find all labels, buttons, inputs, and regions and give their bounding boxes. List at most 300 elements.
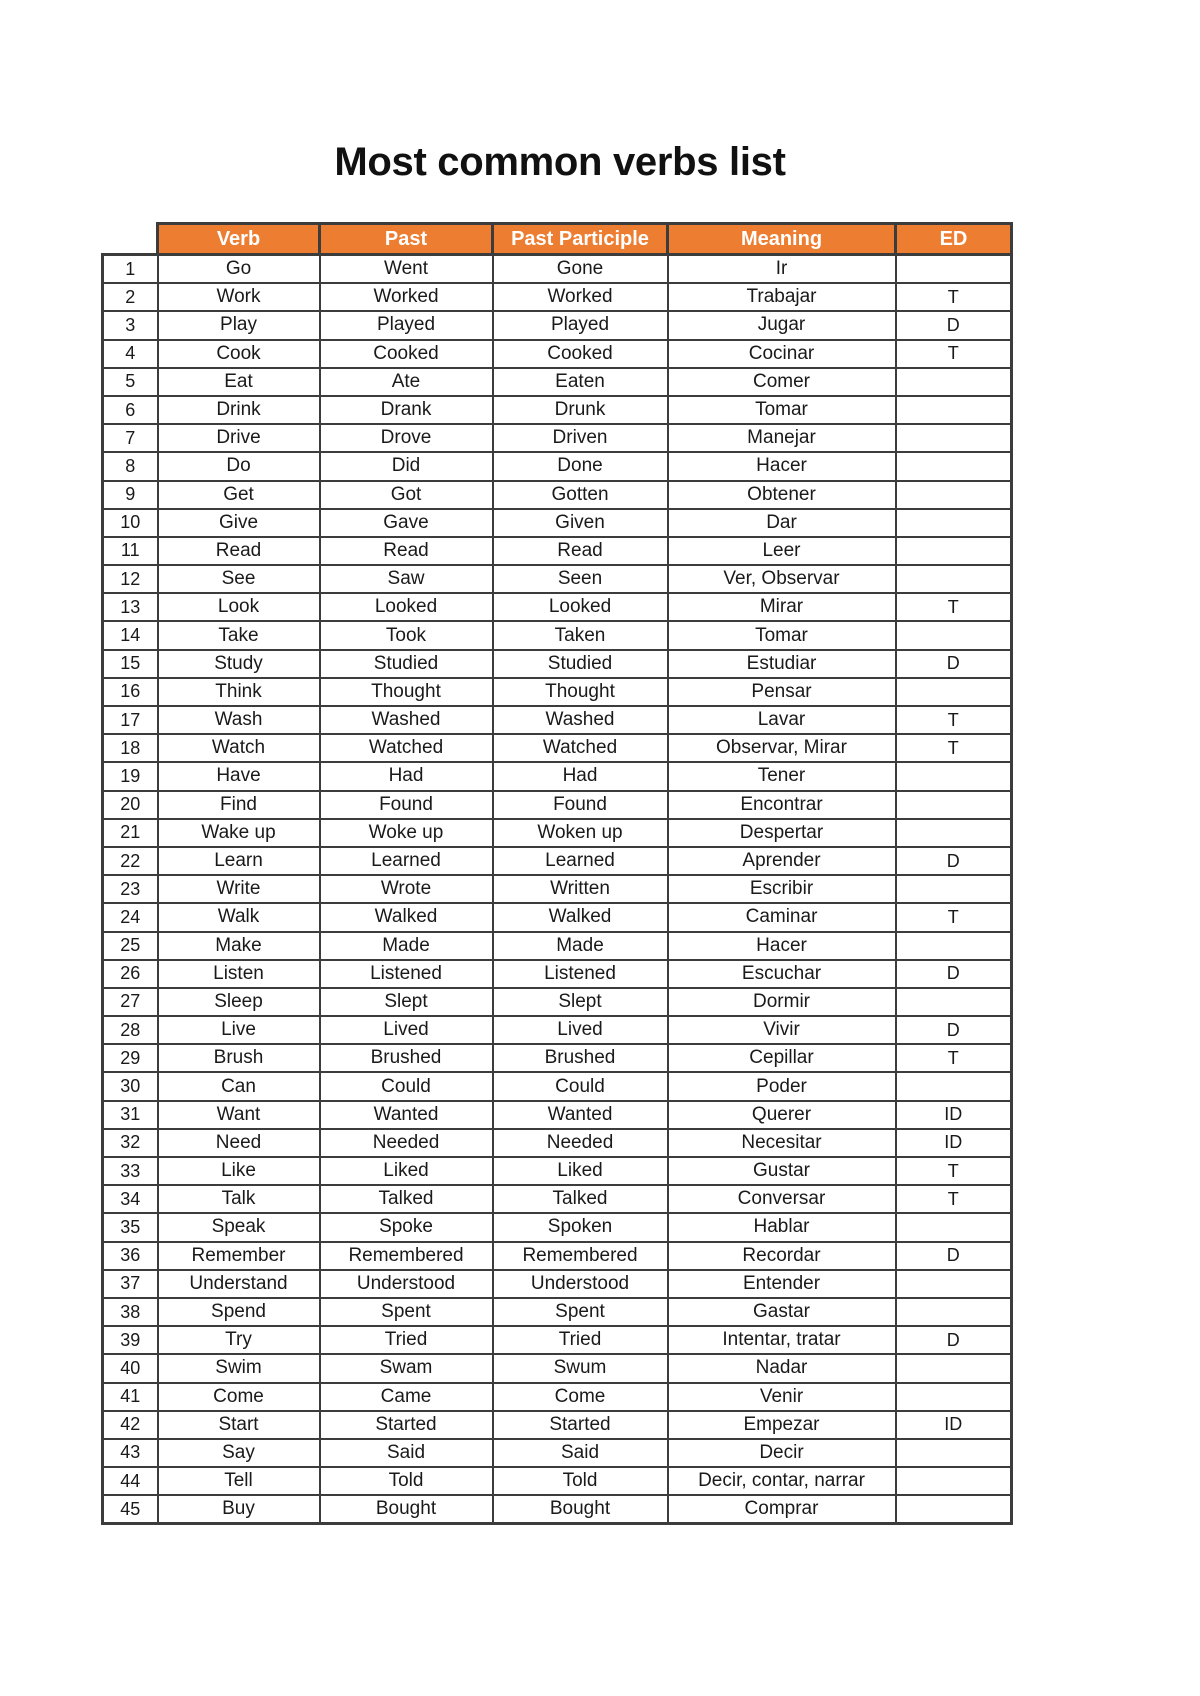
past-cell: Talked — [320, 1185, 493, 1213]
ed-cell: T — [896, 706, 1012, 734]
meaning-cell: Nadar — [668, 1354, 896, 1382]
row-number: 21 — [103, 819, 158, 847]
verb-cell: Think — [158, 678, 320, 706]
meaning-cell: Encontrar — [668, 791, 896, 819]
meaning-cell: Despertar — [668, 819, 896, 847]
table-row — [103, 819, 1012, 847]
past-cell: Brushed — [320, 1044, 493, 1072]
past-participle-cell: Come — [493, 1383, 668, 1411]
verb-cell: Listen — [158, 960, 320, 988]
past-participle-cell: Gotten — [493, 481, 668, 509]
ed-cell: T — [896, 1044, 1012, 1072]
table-row — [103, 621, 1012, 649]
meaning-cell: Gastar — [668, 1298, 896, 1326]
table-row — [103, 1270, 1012, 1298]
meaning-cell: Ver, Observar — [668, 565, 896, 593]
past-cell: Watched — [320, 734, 493, 762]
verb-cell: Brush — [158, 1044, 320, 1072]
row-number: 11 — [103, 537, 158, 565]
past-cell: Woke up — [320, 819, 493, 847]
past-cell: Took — [320, 621, 493, 649]
past-participle-cell: Swum — [493, 1354, 668, 1382]
past-cell: Had — [320, 762, 493, 790]
table-row — [103, 1016, 1012, 1044]
table-row — [103, 1383, 1012, 1411]
ed-cell — [896, 1213, 1012, 1241]
verb-cell: Buy — [158, 1495, 320, 1524]
ed-cell — [896, 255, 1012, 284]
meaning-cell: Tener — [668, 762, 896, 790]
past-cell: Worked — [320, 283, 493, 311]
meaning-cell: Conversar — [668, 1185, 896, 1213]
ed-cell — [896, 875, 1012, 903]
row-number: 20 — [103, 791, 158, 819]
table-row — [103, 283, 1012, 311]
meaning-cell: Hacer — [668, 932, 896, 960]
meaning-cell: Ir — [668, 255, 896, 284]
ed-cell: T — [896, 340, 1012, 368]
ed-cell — [896, 452, 1012, 480]
verb-cell: Like — [158, 1157, 320, 1185]
past-cell: Thought — [320, 678, 493, 706]
table-row — [103, 1157, 1012, 1185]
ed-cell: D — [896, 960, 1012, 988]
header-past: Past — [320, 224, 493, 255]
verb-cell: Drink — [158, 396, 320, 424]
meaning-cell: Escribir — [668, 875, 896, 903]
ed-cell: T — [896, 1157, 1012, 1185]
row-number: 13 — [103, 593, 158, 621]
verb-cell: Live — [158, 1016, 320, 1044]
past-participle-cell: Wanted — [493, 1101, 668, 1129]
ed-cell — [896, 1072, 1012, 1100]
ed-cell — [896, 368, 1012, 396]
row-number: 1 — [103, 255, 158, 284]
table-row — [103, 762, 1012, 790]
table-row — [103, 424, 1012, 452]
table-row — [103, 791, 1012, 819]
past-cell: Bought — [320, 1495, 493, 1524]
ed-cell — [896, 565, 1012, 593]
meaning-cell: Poder — [668, 1072, 896, 1100]
verb-cell: Tell — [158, 1467, 320, 1495]
table-row — [103, 481, 1012, 509]
verb-cell: Speak — [158, 1213, 320, 1241]
past-participle-cell: Worked — [493, 283, 668, 311]
row-number: 18 — [103, 734, 158, 762]
past-participle-cell: Washed — [493, 706, 668, 734]
past-participle-cell: Lived — [493, 1016, 668, 1044]
meaning-cell: Tomar — [668, 621, 896, 649]
past-participle-cell: Spoken — [493, 1213, 668, 1241]
ed-cell: D — [896, 1016, 1012, 1044]
meaning-cell: Obtener — [668, 481, 896, 509]
meaning-cell: Querer — [668, 1101, 896, 1129]
row-number: 31 — [103, 1101, 158, 1129]
past-cell: Drank — [320, 396, 493, 424]
past-participle-cell: Tried — [493, 1326, 668, 1354]
past-participle-cell: Drunk — [493, 396, 668, 424]
table-row — [103, 396, 1012, 424]
header-corner-cell — [103, 224, 158, 255]
row-number: 7 — [103, 424, 158, 452]
meaning-cell: Dar — [668, 509, 896, 537]
past-participle-cell: Driven — [493, 424, 668, 452]
row-number: 3 — [103, 311, 158, 339]
row-number: 41 — [103, 1383, 158, 1411]
verbs-table — [101, 222, 1013, 1525]
meaning-cell: Jugar — [668, 311, 896, 339]
verb-cell: Want — [158, 1101, 320, 1129]
past-participle-cell: Seen — [493, 565, 668, 593]
ed-cell: T — [896, 283, 1012, 311]
row-number: 29 — [103, 1044, 158, 1072]
ed-cell: D — [896, 650, 1012, 678]
meaning-cell: Escuchar — [668, 960, 896, 988]
meaning-cell: Dormir — [668, 988, 896, 1016]
verb-cell: Spend — [158, 1298, 320, 1326]
table-row — [103, 593, 1012, 621]
row-number: 27 — [103, 988, 158, 1016]
meaning-cell: Estudiar — [668, 650, 896, 678]
past-participle-cell: Bought — [493, 1495, 668, 1524]
meaning-cell: Intentar, tratar — [668, 1326, 896, 1354]
row-number: 14 — [103, 621, 158, 649]
row-number: 32 — [103, 1129, 158, 1157]
table-row — [103, 847, 1012, 875]
row-number: 28 — [103, 1016, 158, 1044]
ed-cell: T — [896, 734, 1012, 762]
meaning-cell: Cepillar — [668, 1044, 896, 1072]
table-row — [103, 1242, 1012, 1270]
ed-cell: T — [896, 593, 1012, 621]
past-participle-cell: Taken — [493, 621, 668, 649]
past-cell: Needed — [320, 1129, 493, 1157]
verb-cell: Start — [158, 1411, 320, 1439]
table-row — [103, 1495, 1012, 1524]
row-number: 22 — [103, 847, 158, 875]
past-cell: Read — [320, 537, 493, 565]
verb-cell: Do — [158, 452, 320, 480]
row-number: 30 — [103, 1072, 158, 1100]
verb-cell: Read — [158, 537, 320, 565]
past-cell: Spent — [320, 1298, 493, 1326]
past-cell: Remembered — [320, 1242, 493, 1270]
verb-cell: Drive — [158, 424, 320, 452]
ed-cell — [896, 621, 1012, 649]
verb-cell: Have — [158, 762, 320, 790]
ed-cell — [896, 988, 1012, 1016]
ed-cell: D — [896, 1326, 1012, 1354]
past-participle-cell: Had — [493, 762, 668, 790]
table-row — [103, 932, 1012, 960]
ed-cell — [896, 819, 1012, 847]
row-number: 44 — [103, 1467, 158, 1495]
ed-cell — [896, 1354, 1012, 1382]
past-cell: Could — [320, 1072, 493, 1100]
past-cell: Learned — [320, 847, 493, 875]
past-cell: Tried — [320, 1326, 493, 1354]
past-participle-cell: Given — [493, 509, 668, 537]
meaning-cell: Necesitar — [668, 1129, 896, 1157]
ed-cell: D — [896, 1242, 1012, 1270]
verb-cell: Wake up — [158, 819, 320, 847]
past-cell: Told — [320, 1467, 493, 1495]
past-cell: Wanted — [320, 1101, 493, 1129]
row-number: 10 — [103, 509, 158, 537]
table-row — [103, 1072, 1012, 1100]
row-number: 25 — [103, 932, 158, 960]
row-number: 39 — [103, 1326, 158, 1354]
page-title: Most common verbs list — [334, 140, 786, 184]
ed-cell — [896, 509, 1012, 537]
past-cell: Listened — [320, 960, 493, 988]
ed-cell: D — [896, 311, 1012, 339]
row-number: 5 — [103, 368, 158, 396]
row-number: 24 — [103, 903, 158, 931]
past-participle-cell: Understood — [493, 1270, 668, 1298]
header-past-participle: Past Participle — [493, 224, 668, 255]
ed-cell — [896, 762, 1012, 790]
table-row — [103, 960, 1012, 988]
past-participle-cell: Walked — [493, 903, 668, 931]
past-participle-cell: Slept — [493, 988, 668, 1016]
verb-cell: Eat — [158, 368, 320, 396]
verb-cell: Go — [158, 255, 320, 284]
past-cell: Found — [320, 791, 493, 819]
past-participle-cell: Made — [493, 932, 668, 960]
meaning-cell: Manejar — [668, 424, 896, 452]
meaning-cell: Leer — [668, 537, 896, 565]
past-cell: Gave — [320, 509, 493, 537]
past-participle-cell: Told — [493, 1467, 668, 1495]
row-number: 4 — [103, 340, 158, 368]
row-number: 34 — [103, 1185, 158, 1213]
ed-cell — [896, 1383, 1012, 1411]
table-row — [103, 1354, 1012, 1382]
table-row — [103, 706, 1012, 734]
table-row — [103, 340, 1012, 368]
table-row — [103, 537, 1012, 565]
ed-cell: T — [896, 903, 1012, 931]
verb-cell: Study — [158, 650, 320, 678]
meaning-cell: Entender — [668, 1270, 896, 1298]
verb-cell: Make — [158, 932, 320, 960]
row-number: 16 — [103, 678, 158, 706]
table-row — [103, 734, 1012, 762]
past-cell: Lived — [320, 1016, 493, 1044]
verb-cell: Remember — [158, 1242, 320, 1270]
past-participle-cell: Studied — [493, 650, 668, 678]
past-participle-cell: Learned — [493, 847, 668, 875]
ed-cell: ID — [896, 1101, 1012, 1129]
meaning-cell: Aprender — [668, 847, 896, 875]
ed-cell — [896, 791, 1012, 819]
table-row — [103, 311, 1012, 339]
table-row — [103, 678, 1012, 706]
past-cell: Looked — [320, 593, 493, 621]
verb-cell: Talk — [158, 1185, 320, 1213]
row-number: 23 — [103, 875, 158, 903]
meaning-cell: Mirar — [668, 593, 896, 621]
past-participle-cell: Listened — [493, 960, 668, 988]
verb-cell: Can — [158, 1072, 320, 1100]
table-row — [103, 903, 1012, 931]
row-number: 45 — [103, 1495, 158, 1524]
verb-cell: Come — [158, 1383, 320, 1411]
ed-cell: D — [896, 847, 1012, 875]
past-participle-cell: Played — [493, 311, 668, 339]
verb-cell: See — [158, 565, 320, 593]
past-cell: Played — [320, 311, 493, 339]
past-participle-cell: Said — [493, 1439, 668, 1467]
row-number: 19 — [103, 762, 158, 790]
ed-cell — [896, 1467, 1012, 1495]
past-cell: Washed — [320, 706, 493, 734]
past-cell: Studied — [320, 650, 493, 678]
past-cell: Spoke — [320, 1213, 493, 1241]
past-cell: Ate — [320, 368, 493, 396]
row-number: 37 — [103, 1270, 158, 1298]
row-number: 8 — [103, 452, 158, 480]
past-participle-cell: Brushed — [493, 1044, 668, 1072]
past-participle-cell: Cooked — [493, 340, 668, 368]
meaning-cell: Comprar — [668, 1495, 896, 1524]
past-participle-cell: Read — [493, 537, 668, 565]
ed-cell — [896, 932, 1012, 960]
ed-cell — [896, 1298, 1012, 1326]
table-row — [103, 1467, 1012, 1495]
meaning-cell: Decir — [668, 1439, 896, 1467]
table-header-row — [103, 224, 1012, 255]
past-participle-cell: Spent — [493, 1298, 668, 1326]
past-cell: Saw — [320, 565, 493, 593]
past-participle-cell: Could — [493, 1072, 668, 1100]
row-number: 17 — [103, 706, 158, 734]
past-cell: Drove — [320, 424, 493, 452]
meaning-cell: Gustar — [668, 1157, 896, 1185]
past-cell: Cooked — [320, 340, 493, 368]
past-participle-cell: Eaten — [493, 368, 668, 396]
ed-cell — [896, 1439, 1012, 1467]
row-number: 6 — [103, 396, 158, 424]
past-participle-cell: Talked — [493, 1185, 668, 1213]
meaning-cell: Tomar — [668, 396, 896, 424]
past-cell: Swam — [320, 1354, 493, 1382]
meaning-cell: Hacer — [668, 452, 896, 480]
row-number: 9 — [103, 481, 158, 509]
row-number: 35 — [103, 1213, 158, 1241]
meaning-cell: Caminar — [668, 903, 896, 931]
verb-cell: Say — [158, 1439, 320, 1467]
row-number: 40 — [103, 1354, 158, 1382]
verb-cell: Look — [158, 593, 320, 621]
table-row — [103, 1213, 1012, 1241]
table-row — [103, 1044, 1012, 1072]
past-cell: Walked — [320, 903, 493, 931]
verb-cell: Work — [158, 283, 320, 311]
past-participle-cell: Needed — [493, 1129, 668, 1157]
table-row — [103, 988, 1012, 1016]
ed-cell — [896, 481, 1012, 509]
meaning-cell: Venir — [668, 1383, 896, 1411]
header-meaning: Meaning — [668, 224, 896, 255]
row-number: 2 — [103, 283, 158, 311]
past-cell: Went — [320, 255, 493, 284]
past-cell: Wrote — [320, 875, 493, 903]
ed-cell — [896, 424, 1012, 452]
meaning-cell: Hablar — [668, 1213, 896, 1241]
ed-cell: T — [896, 1185, 1012, 1213]
past-cell: Started — [320, 1411, 493, 1439]
ed-cell — [896, 537, 1012, 565]
past-cell: Understood — [320, 1270, 493, 1298]
verb-cell: Write — [158, 875, 320, 903]
row-number: 38 — [103, 1298, 158, 1326]
past-cell: Slept — [320, 988, 493, 1016]
table-row — [103, 452, 1012, 480]
header-ed: ED — [896, 224, 1012, 255]
past-participle-cell: Started — [493, 1411, 668, 1439]
past-cell: Said — [320, 1439, 493, 1467]
table-row — [103, 1101, 1012, 1129]
past-participle-cell: Done — [493, 452, 668, 480]
past-cell: Came — [320, 1383, 493, 1411]
verb-cell: Understand — [158, 1270, 320, 1298]
header-verb: Verb — [158, 224, 320, 255]
table-row — [103, 1298, 1012, 1326]
past-participle-cell: Looked — [493, 593, 668, 621]
verb-cell: Learn — [158, 847, 320, 875]
verb-cell: Walk — [158, 903, 320, 931]
past-cell: Liked — [320, 1157, 493, 1185]
meaning-cell: Pensar — [668, 678, 896, 706]
ed-cell — [896, 1495, 1012, 1524]
past-cell: Did — [320, 452, 493, 480]
past-participle-cell: Liked — [493, 1157, 668, 1185]
verb-cell: Give — [158, 509, 320, 537]
verb-cell: Watch — [158, 734, 320, 762]
verb-cell: Find — [158, 791, 320, 819]
past-participle-cell: Found — [493, 791, 668, 819]
past-participle-cell: Watched — [493, 734, 668, 762]
past-cell: Made — [320, 932, 493, 960]
table-row — [103, 1439, 1012, 1467]
row-number: 33 — [103, 1157, 158, 1185]
meaning-cell: Observar, Mirar — [668, 734, 896, 762]
meaning-cell: Lavar — [668, 706, 896, 734]
verb-cell: Take — [158, 621, 320, 649]
ed-cell: ID — [896, 1411, 1012, 1439]
row-number: 26 — [103, 960, 158, 988]
table-row — [103, 368, 1012, 396]
ed-cell — [896, 396, 1012, 424]
verb-cell: Get — [158, 481, 320, 509]
verb-cell: Sleep — [158, 988, 320, 1016]
row-number: 36 — [103, 1242, 158, 1270]
row-number: 42 — [103, 1411, 158, 1439]
row-number: 15 — [103, 650, 158, 678]
ed-cell — [896, 1270, 1012, 1298]
past-participle-cell: Remembered — [493, 1242, 668, 1270]
past-participle-cell: Woken up — [493, 819, 668, 847]
past-participle-cell: Written — [493, 875, 668, 903]
past-participle-cell: Gone — [493, 255, 668, 284]
meaning-cell: Comer — [668, 368, 896, 396]
table-row — [103, 875, 1012, 903]
table-row — [103, 565, 1012, 593]
verb-cell: Cook — [158, 340, 320, 368]
